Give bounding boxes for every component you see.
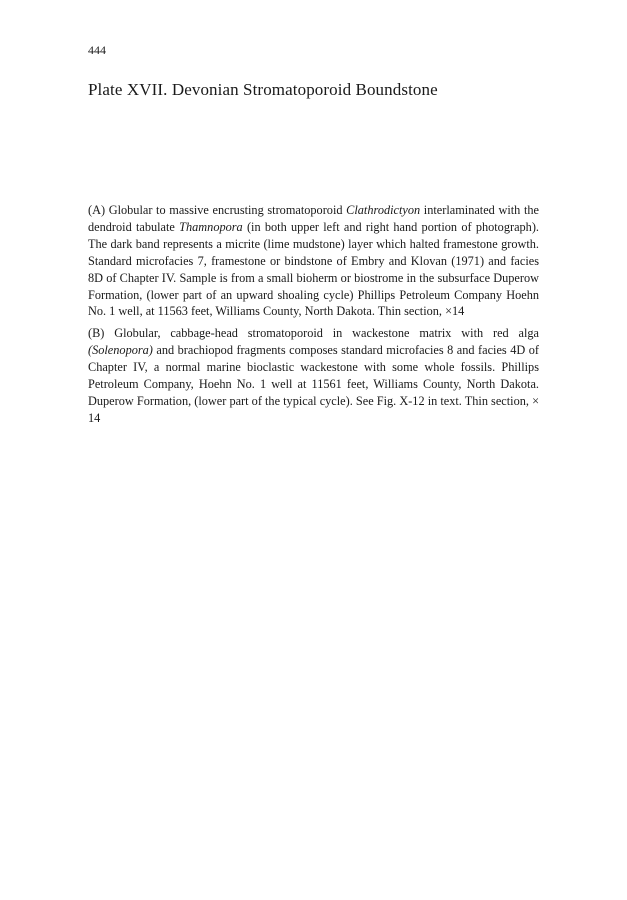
plate-title: Plate XVII. Devonian Stromatoporoid Boundstone [88, 80, 438, 99]
caption-b [88, 325, 539, 426]
caption-a-taxon-clathrodictyon: Clathrodictyon [346, 203, 421, 217]
caption-a-taxon-thamnopora: Thamnopora [179, 219, 243, 234]
page-number: 444 [88, 43, 106, 57]
caption-a-text-3: (in both upper left and right hand portion of photograph). The dark band represents a micrite (lime mudstone) layer which halted framestone growth. Standard microfacies 7, framestone or bindstone of Embry and Klovan (1971) and facies 8D of Chapter IV. Sample is from a small bioherm or biostrome in the subsurface Duperow Formation, (lower part of an upward shoaling cycle) Phillips Petroleum Company Hoehn No. 1 well, at 11563 feet, Williams County, North Dakota. Thin section, ×14 [88, 219, 539, 319]
caption-a [88, 202, 539, 320]
caption-a-text-2: interlaminated with the dendroid tabulate [88, 203, 539, 234]
caption-b-text-2: and brachiopod fragments composes standard microfacies 8 and facies 4D of Chapter IV, a normal marine bioclastic wackestone with some whole fossils. Phillips Petroleum Company, Hoehn No. 1 well at 11561 feet, Williams County, North Dakota. Duperow Formation, (lower part of the typical cycle). See Fig. X-12 in text. Thin section, × 14 [88, 343, 539, 425]
caption-a-text-1: (A) Globular to massive encrusting stromatoporoid [88, 203, 347, 217]
caption-b-text-1: (B) Globular, cabbage-head stromatoporoid in wackestone matrix with red alga [88, 326, 539, 341]
caption-b-taxon-solenopora: (Solenopora) [88, 343, 153, 358]
plate-captions [88, 202, 539, 432]
